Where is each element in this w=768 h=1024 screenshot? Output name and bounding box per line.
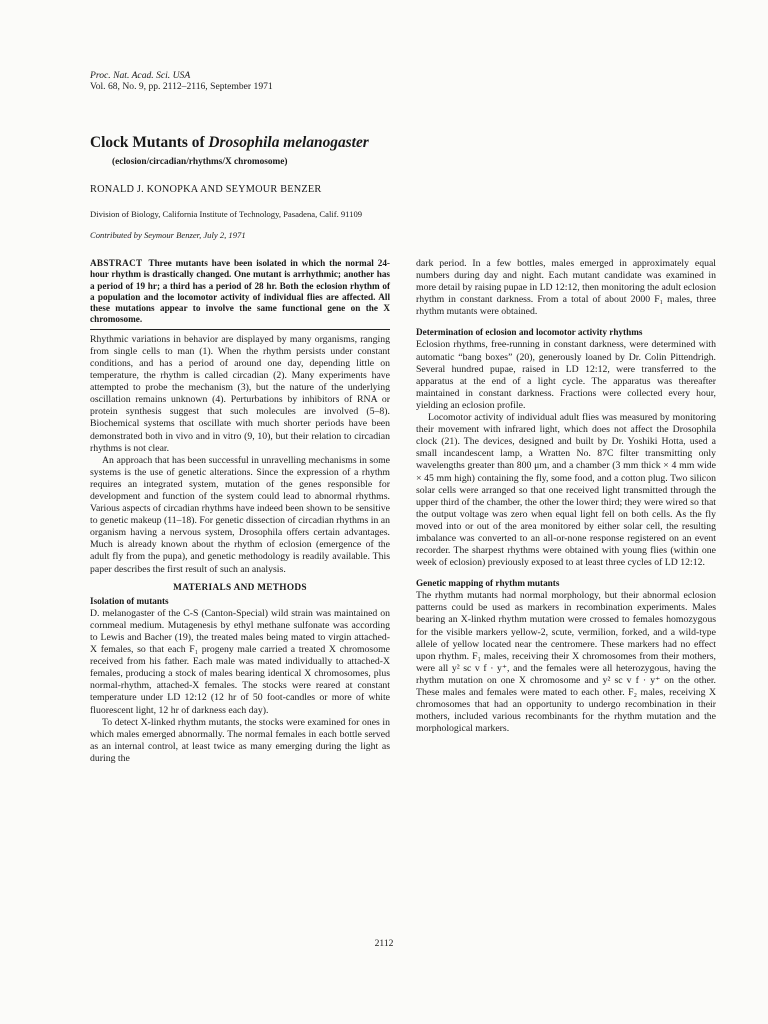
- genetic-mapping-heading: Genetic mapping of rhythm mutants: [416, 578, 560, 589]
- isolation-heading: Isolation of mutants: [90, 595, 169, 606]
- contributed-by: Contributed by Seymour Benzer, July 2, 1971: [90, 230, 246, 240]
- journal-citation: [90, 70, 273, 92]
- keywords: (eclosion/circadian/rhythms/X chromosome): [112, 157, 288, 167]
- page-number: 2112: [374, 938, 394, 949]
- journal-name: Proc. Nat. Acad. Sci. USA: [90, 70, 191, 81]
- abstract-text: Three mutants have been isolated in which the normal 24-hour rhythm is drastically changed. One mutant is arrhythmic; another has a period of 19 hr; a third has a period of 28 hr. Both the eclosion rhythm of a population and the locomotor activity of individual flies are affected. All these mutations appear to involve the same functional gene on the X chromosome.: [90, 258, 390, 325]
- authors: RONALD J. KONOPKA AND SEYMOUR BENZER: [90, 184, 322, 195]
- determination-paragraph-2: Locomotor activity of individual adult flies was measured by monitoring their movement with infrared light, which does not affect the Drosophila clock (21). The devices, designed and built by Dr. Yoshiki Hotta, used a small incandescent lamp, a Wratten No. 87C filter transmitting only wavelengths greater than 800 μm, and a chamber (3 mm thick × 4 mm wide × 45 mm high) containing the fly, some food, and a cotton plug. Two silicon solar cells were arranged so that one received light transmitted through the upper third of the chamber, the other the lower third; they were wired so that the output voltage was zero when equal light fell on both cells. As the fly moved into or out of the area monitored by either solar cell, the resulting imbalance was converted to an all-or-none response registered on an event recorder. The sharpest rhythms were obtained with young flies (within one week of eclosion) previously exposed to at least three cycles of LD 12:12.: [416, 412, 716, 569]
- right-column: [416, 258, 716, 735]
- determination-paragraph-1: Eclosion rhythms, free-running in constant darkness, were determined with automatic “bang boxes” (20), generously loaned by Dr. Colin Pittendrigh. Several hundred pupae, raised in LD 12:12, were transferred to the apparatus at the end of a light cycle. The apparatus was thereafter maintained in constant darkness. Fractions were collected every hour, yielding an eclosion profile.: [416, 339, 716, 411]
- abstract: [90, 258, 390, 326]
- methods-heading: MATERIALS AND METHODS: [173, 582, 307, 593]
- paper-title: [90, 134, 369, 152]
- isolation-paragraph-2: To detect X-linked rhythm mutants, the stocks were examined for ones in which males emerged abnormally. The normal females in each bottle served as an internal control, at least twice as many emerging during the light as during the: [90, 716, 390, 764]
- determination-heading: Determination of eclosion and locomotor activity rhythms: [416, 327, 643, 338]
- intro-paragraph-1: Rhythmic variations in behavior are displayed by many organisms, ranging from single cells to man (1). When the rhythm persists under constant conditions, and has a period of around one day, depending little on temperature, the rhythm is called circadian (2). Many experiments have attempted to probe the mechanism (3), but the nature of the underlying oscillation remains unknown (4). Perturbations by inhibitors of RNA or protein synthesis suggest that such molecules are involved (5–8). Biochemical systems that oscillate with much shorter periods have been demonstrated both in vivo and in vitro (9, 10), but their relation to circadian rhythms is not clear.: [90, 333, 390, 454]
- genetic-mapping-paragraph-1: The rhythm mutants had normal morphology, but their abnormal eclosion patterns could be used as markers in recombination experiments. Males bearing an X-linked rhythm mutation were crossed to females homozygous for the visible markers yellow-2, scute, vermilion, forked, and a wild-type allele of yellow located near the centromere. These markers had no effect upon rhythm. F₁ males, receiving their X chromosomes from their mothers, were all y² sc v f · y⁺, and the females were all heterozygous, having the rhythm mutation on one X chromosome and y² sc v f · y⁺ on the other. These males and females were mated to each other. F₂ males, receiving X chromosomes that had an opportunity to undergo recombination in their mothers, included various recombinants for the rhythm mutation and the morphological markers.: [416, 590, 716, 735]
- journal-volume: Vol. 68, No. 9, pp. 2112–2116, September 1971: [90, 81, 273, 92]
- affiliation: Division of Biology, California Institute of Technology, Pasadena, Calif. 91109: [90, 209, 363, 219]
- title-species: Drosophila melanogaster: [208, 134, 369, 151]
- isolation-paragraph-2-continued: dark period. In a few bottles, males emerged in approximately equal numbers during day and night. Each mutant candidate was examined in more detail by raising pupae in LD 12:12, then monitoring the adult eclosion rhythm in constant darkness. From a total of about 2000 F₁ males, three rhythm mutants were obtained.: [416, 258, 716, 318]
- abstract-label: ABSTRACT: [90, 258, 143, 268]
- isolation-paragraph-1: D. melanogaster of the C-S (Canton-Special) wild strain was maintained on cornmeal medium. Mutagenesis by ethyl methane sulfonate was according to Lewis and Bacher (19), the treated males being mated to virgin attached-X females, so that each F₁ progeny male carried a treated X chromosome received from his father. Each male was mated individually to attached-X females, producing a stock of males bearing identical X chromosomes, plus normal-rhythm, attached-X females. The stocks were reared at constant temperature under LD 12:12 (12 hr of 50 foot-candles or more of white fluorescent light, 12 hr of darkness each day).: [90, 607, 390, 716]
- left-column: [90, 258, 390, 765]
- abstract-divider: [90, 329, 390, 330]
- intro-paragraph-2: An approach that has been successful in unravelling mechanisms in some systems is the use of genetic alterations. Since the expression of a rhythm requires an integrated system, mutation of the genes responsible for development and function of the system could lead to abnormal rhythms. Various aspects of circadian rhythms have indeed been shown to be sensitive to genetic makeup (11–18). For genetic dissection of circadian rhythms in an organism having a nervous system, Drosophila offers certain advantages. Much is already known about the rhythm of eclosion (emergence of the adult fly from the pupa), and genetic methodology is readily available. This paper describes the first result of such an analysis.: [90, 454, 390, 575]
- title-prefix: Clock Mutants of: [90, 134, 209, 151]
